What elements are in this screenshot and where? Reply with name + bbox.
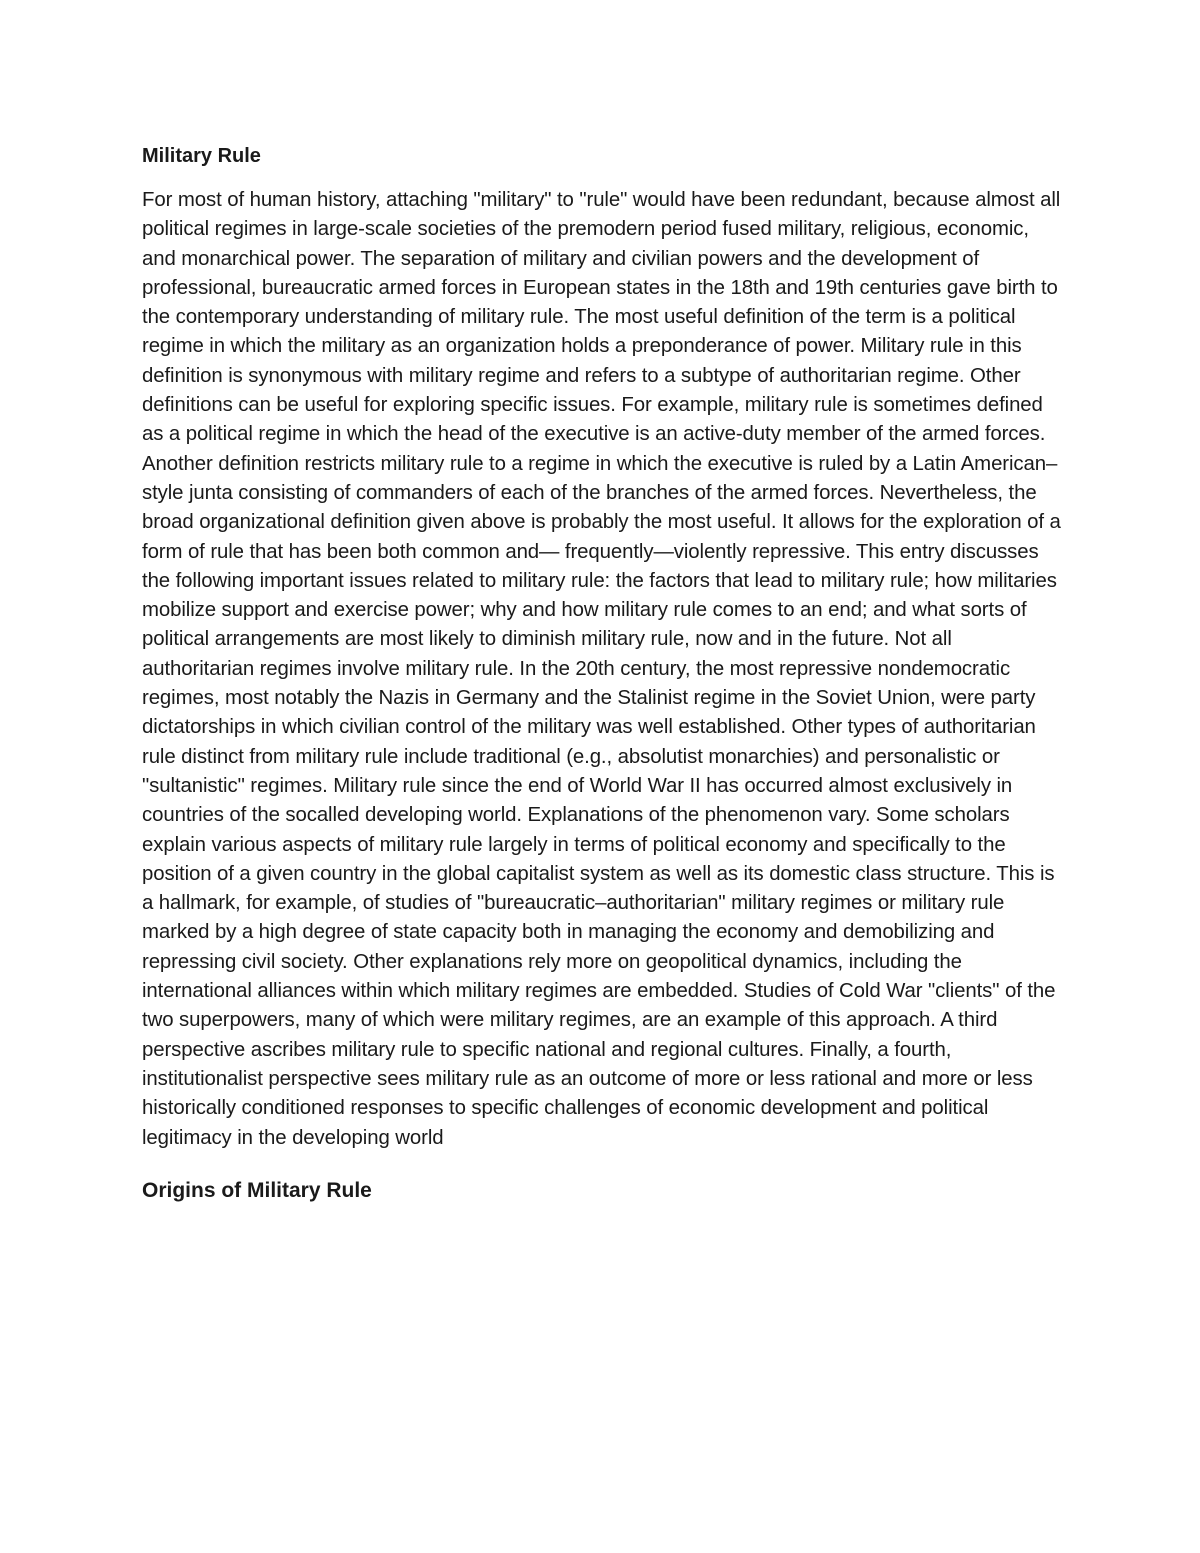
document-title: Military Rule [142,145,261,167]
body-paragraph: For most of human history, attaching "military" to "rule" would have been redundant, because almost all political regimes in large-scale societies of the premodern period fused military, religious, economic, and monarchical power. The separation of military and civilian powers and the development of professional, bureaucratic armed forces in European states in the 18th and 19th centuries gave birth to the contemporary understanding of military rule. The most useful definition of the term is a political regime in which the military as an organization holds a preponderance of power. Military rule in this definition is synonymous with military regime and refers to a subtype of authoritarian regime. Other definitions can be useful for exploring specific issues. For example, military rule is sometimes defined as a political regime in which the head of the executive is an active-duty member of the armed forces. Another definition restricts military rule to a regime in which the executive is ruled by a Latin American–style junta consisting of commanders of each of the branches of the armed forces. Nevertheless, the broad organizational definition given above is probably the most useful. It allows for the exploration of a form of rule that has been both common and— frequently—violently repressive. This entry discusses the following important issues related to military rule: the factors that lead to military rule; how militaries mobilize support and exercise power; why and how military rule comes to an end; and what sorts of political arrangements are most likely to diminish military rule, now and in the future. Not all authoritarian regimes involve military rule. In the 20th century, the most repressive nondemocratic regimes, most notably the Nazis in Germany and the Stalinist regime in the Soviet Union, were party dictatorships in which civilian control of the military was well established. Other types of authoritarian rule distinct from military rule include traditional (e.g., absolutist monarchies) and personalistic or "sultanistic" regimes. Military rule since the end of World War II has occurred almost exclusively in countries of the socalled developing world. Explanations of the phenomenon vary. Some scholars explain various aspects of military rule largely in terms of political economy and specifically to the position of a given country in the global capitalist system as well as its domestic class structure. This is a hallmark, for example, of studies of "bureaucratic–authoritarian" military regimes or military rule marked by a high degree of state capacity both in managing the economy and demobilizing and repressing civil society. Other explanations rely more on geopolitical dynamics, including the international alliances within which military regimes are embedded. Studies of Cold War "clients" of the two superpowers, many of which were military regimes, are an example of this approach. A third perspective ascribes military rule to specific national and regional cultures. Finally, a fourth, institutionalist perspective sees military rule as an outcome of more or less rational and more or less historically conditioned responses to specific challenges of economic development and political legitimacy in the developing world [142,189,1061,1149]
section-heading: Origins of Military Rule [142,1178,372,1202]
document-content [142,140,1062,1207]
